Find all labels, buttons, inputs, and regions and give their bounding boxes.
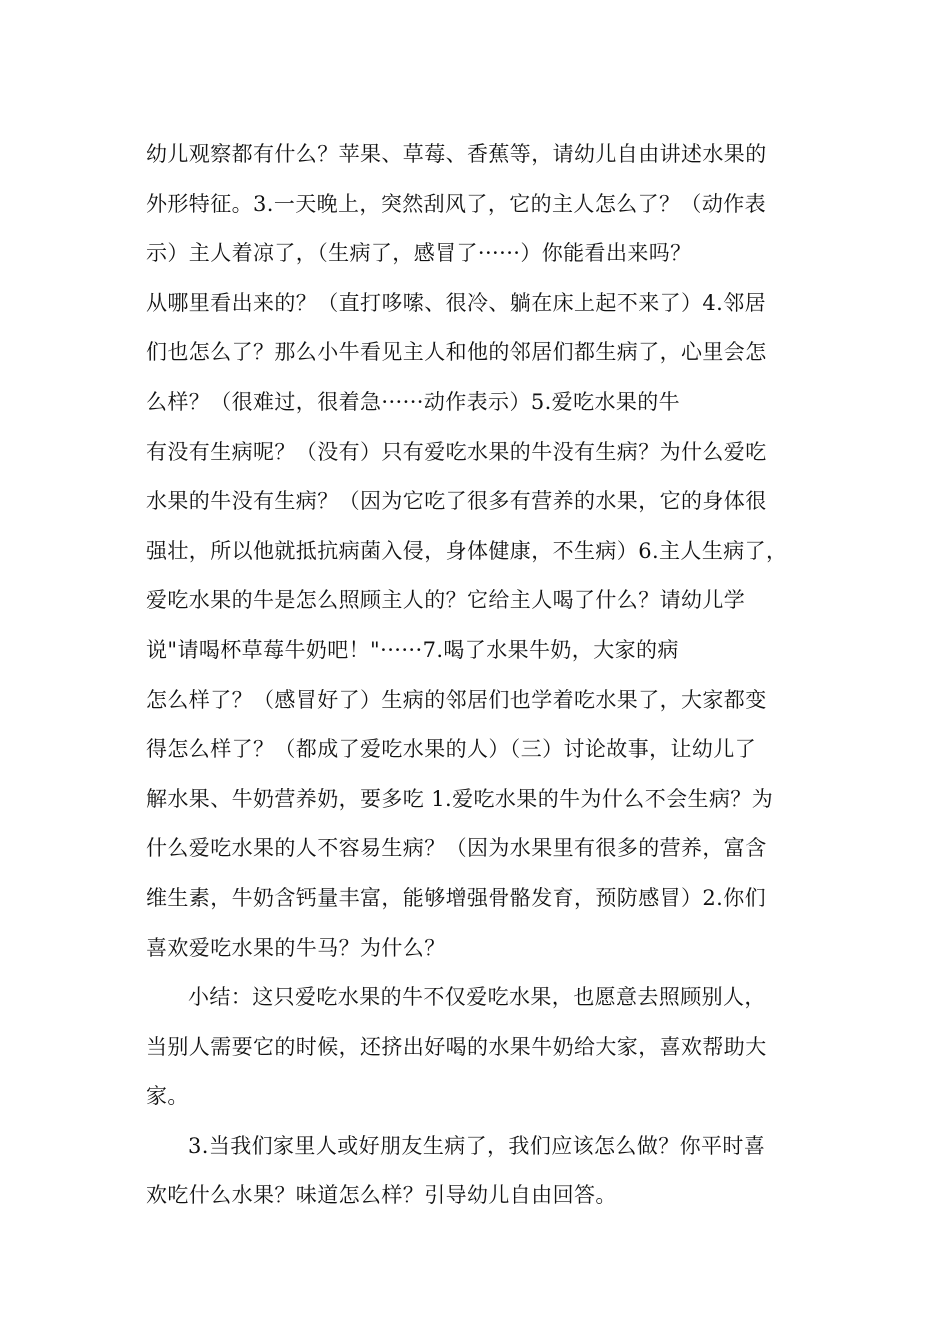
- text-line: 爱吃水果的牛是怎么照顾主人的？它给主人喝了什么？请幼儿学: [146, 588, 746, 613]
- paragraph-question-3: [146, 1122, 811, 1221]
- text-line: 什么爱吃水果的人不容易生病？（因为水果里有很多的营养，富含: [146, 836, 767, 861]
- text-line: 从哪里看出来的？（直打哆嗦、很冷、躺在床上起不来了）4.邻居: [146, 290, 767, 315]
- text-line: 维生素，牛奶含钙量丰富，能够增强骨骼发育，预防感冒）2.你们: [146, 885, 767, 910]
- text-line: 说"请喝杯草莓牛奶吧！"······7.喝了水果牛奶，大家的病: [146, 637, 679, 662]
- paragraph-main: [146, 130, 811, 973]
- document-body: [146, 130, 811, 1221]
- text-line: 怎么样了？（感冒好了）生病的邻居们也学着吃水果了，大家都变: [146, 687, 767, 712]
- text-line: 小结：这只爱吃水果的牛不仅爱吃水果，也愿意去照顾别人，: [188, 985, 766, 1010]
- text-line: 喜欢爱吃水果的牛马？为什么？: [146, 935, 446, 960]
- text-line: 解水果、牛奶营养奶，要多吃 1.爱吃水果的牛为什么不会生病？为: [146, 786, 774, 811]
- text-line: 外形特征。3.一天晚上，突然刮风了，它的主人怎么了？（动作表: [146, 191, 767, 216]
- text-line: 们也怎么了？那么小牛看见主人和他的邻居们都生病了，心里会怎: [146, 340, 767, 365]
- text-line: 得怎么样了？（都成了爱吃水果的人）（三）讨论故事，让幼儿了: [146, 737, 757, 762]
- text-line: 水果的牛没有生病？（因为它吃了很多有营养的水果，它的身体很: [146, 489, 767, 514]
- text-line: 3.当我们家里人或好朋友生病了，我们应该怎么做？你平时喜: [188, 1133, 766, 1158]
- text-line: 欢吃什么水果？味道怎么样？引导幼儿自由回答。: [146, 1183, 617, 1208]
- text-line: 幼儿观察都有什么？苹果、草莓、香蕉等，请幼儿自由讲述水果的: [146, 142, 767, 166]
- text-line: 家。: [146, 1084, 189, 1109]
- text-line: 有没有生病呢？（没有）只有爱吃水果的牛没有生病？为什么爱吃: [146, 439, 767, 464]
- text-line: 强壮，所以他就抵抗病菌入侵，身体健康，不生病）6.主人生病了，: [146, 538, 788, 563]
- text-line: 么样？（很难过，很着急······动作表示）5.爱吃水果的牛: [146, 389, 681, 414]
- paragraph-summary: [146, 973, 811, 1122]
- text-line: 示）主人着凉了，（生病了，感冒了······）你能看出来吗？: [146, 241, 692, 266]
- text-line: 当别人需要它的时候，还挤出好喝的水果牛奶给大家，喜欢帮助大: [146, 1034, 767, 1059]
